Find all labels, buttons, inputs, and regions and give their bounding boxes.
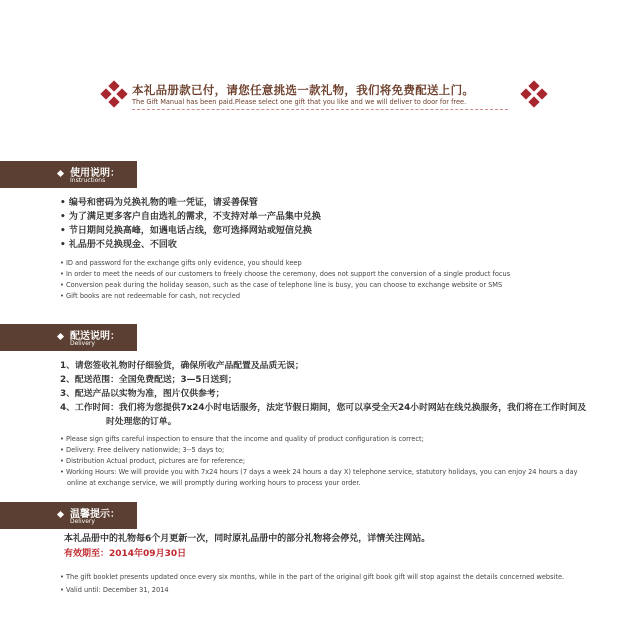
list-item: • Distribution Actual product, pictures are for reference; — [60, 457, 246, 465]
section-header-delivery — [0, 324, 137, 351]
list-item: • 为了满足更多客户自由选礼的需求，不支持对单一产品集中兑换 — [60, 212, 321, 222]
instructions-en-list — [60, 258, 510, 302]
list-item: • ID and password for the exchange gifts only evidence, you should keep — [60, 259, 302, 267]
list-item: 1、请您签收礼物时仔细验货，确保所收产品配置及品质无误； — [60, 361, 304, 371]
section-title-cn: 使用说明： — [70, 168, 120, 179]
list-item: • 礼品册不兑换现金、不回收 — [60, 240, 177, 250]
banner-divider — [132, 109, 508, 110]
list-item: • 节日期间兑换高峰，如遇电话占线，您可选择网站或短信兑换 — [60, 226, 312, 236]
instructions-cn-list — [60, 196, 321, 252]
diamond-bullet-icon — [57, 511, 64, 518]
section-title-en: Instructions — [70, 177, 106, 184]
section-header-instructions — [0, 161, 137, 188]
list-item: 4、工作时间：我们将为您提供7x24小时电话服务，法定节假日期间，您可以享受全天24小时网站在线兑换服务，我们将在工作时间及时处理您的订单。 — [60, 403, 587, 427]
list-item: • Gift books are not redeemable for cash, not recycled — [60, 292, 241, 300]
list-item: • Valid until: December 31, 2014 — [60, 586, 169, 594]
section-header-tips — [0, 502, 137, 529]
section-title-en: Delivery — [70, 518, 95, 525]
tips-en-list — [60, 572, 600, 595]
banner-title: 本礼品册款已付，请您任意挑选一款礼物，我们将免费配送上门。 — [132, 83, 475, 97]
diamond-bullet-icon — [57, 333, 64, 340]
validity-date: 有效期至：2014年09月30日 — [64, 549, 187, 559]
tips-notice-text: 本礼品册中的礼物每6个月更新一次，同时原礼品册中的部分礼物将会停兑，详情关注网站。 — [64, 534, 431, 544]
delivery-cn-list — [60, 359, 590, 429]
section-title-cn: 温馨提示： — [70, 509, 120, 520]
list-item: • The gift booklet presents updated once every six months, while in the part of the original gift book gift will stop against the details concerned website. — [60, 573, 565, 581]
list-item: • Conversion peak during the holiday season, such as the case of telephone line is busy, you can choose to exchange website or SMS — [60, 281, 503, 289]
list-item: 3、配送产品以实物为准，图片仅供参考； — [60, 389, 225, 399]
list-item: • 编号和密码为兑换礼物的唯一凭证，请妥善保管 — [60, 198, 258, 208]
list-item: • Please sign gifts careful inspection to ensure that the income and quality of product configuration is correct; — [60, 435, 424, 443]
header-banner — [96, 74, 548, 120]
delivery-en-list — [60, 434, 590, 489]
banner-subtitle: The Gift Manual has been paid.Please select one gift that you like and we will deliver to door for free. — [132, 98, 467, 106]
list-item: • In order to meet the needs of our customers to freely choose the ceremony, does not support the conversion of a single product focus — [60, 270, 511, 278]
section-title-en: Delivery — [70, 340, 95, 347]
diamond-ornament-right-icon — [522, 82, 546, 106]
list-item: • Working Hours: We will provide you with 7x24 hours (7 days a week 24 hours a day X) telephone service, statutory holidays, you can enjoy 24 hours a day online at exchange service, we will promptly during working hours to process your order. — [60, 468, 578, 487]
diamond-ornament-left-icon — [102, 82, 126, 106]
list-item: 2、配送范围：全国免费配送；3—5日送到； — [60, 375, 237, 385]
diamond-bullet-icon — [57, 170, 64, 177]
section-title-cn: 配送说明： — [70, 331, 120, 342]
list-item: • Delivery: Free delivery nationwide; 3--5 days to; — [60, 446, 225, 454]
